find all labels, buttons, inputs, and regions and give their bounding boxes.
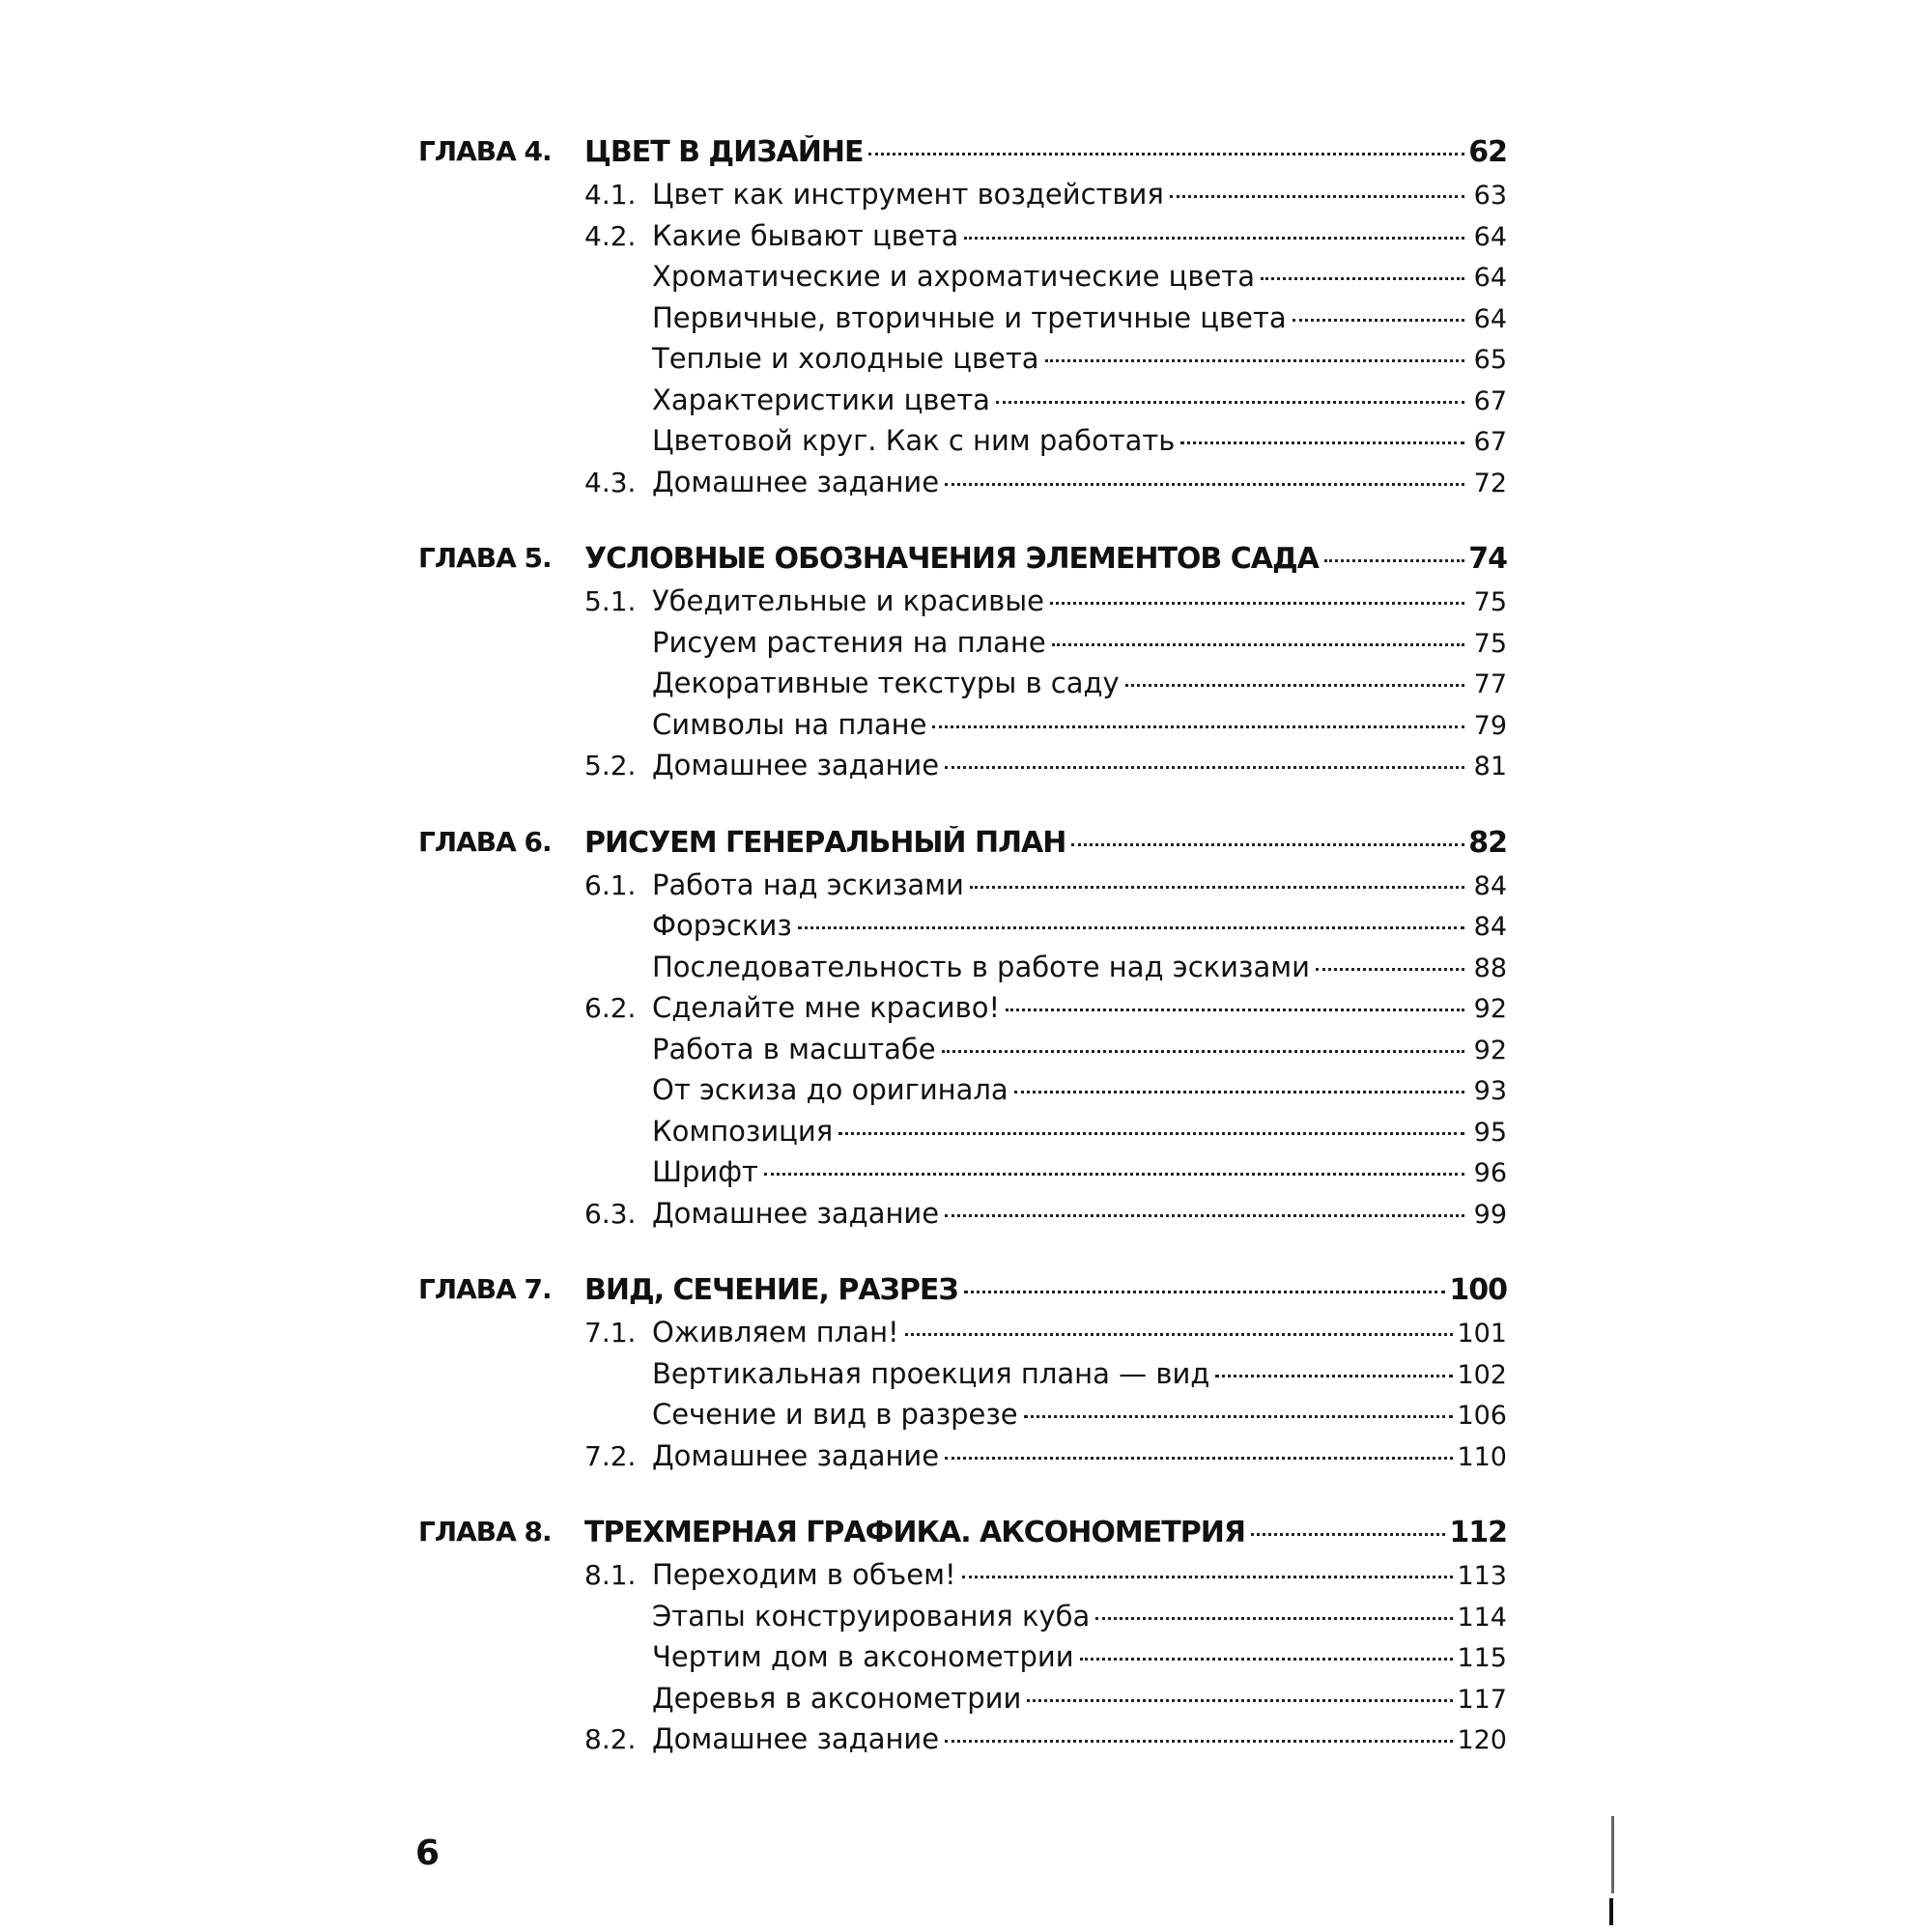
section-title: Домашнее задание — [652, 1722, 940, 1755]
section-page: 120 — [1457, 1725, 1507, 1755]
section-page: 79 — [1473, 710, 1507, 741]
section-row[interactable] — [425, 868, 1507, 910]
section-title: Домашнее задание — [652, 1438, 940, 1472]
section-title-wrap — [652, 1316, 1507, 1349]
chapter-heading-row[interactable] — [418, 1516, 1507, 1558]
dot-leader — [945, 1739, 1453, 1743]
section-page: 113 — [1457, 1561, 1507, 1591]
section-page: 99 — [1473, 1199, 1507, 1230]
chapter-title-wrap — [584, 542, 1507, 576]
section-title: Форэскиз — [652, 909, 792, 942]
dot-leader — [1045, 358, 1464, 362]
section-title: Характеристики цвета — [652, 383, 990, 416]
chapter-page: 74 — [1468, 542, 1507, 576]
subsection-row[interactable] — [425, 1640, 1507, 1682]
section-page: 106 — [1457, 1401, 1507, 1431]
chapter-label: ГЛАВА 7. — [418, 1273, 552, 1305]
dot-leader — [838, 1131, 1464, 1135]
dot-leader — [970, 885, 1464, 889]
subsection-row[interactable] — [425, 301, 1507, 343]
section-title-wrap — [652, 466, 1507, 498]
section-number: 4.1. — [584, 179, 637, 211]
section-row[interactable] — [425, 178, 1507, 219]
chapter-heading-row[interactable] — [418, 135, 1507, 178]
chapter-title-wrap — [584, 826, 1507, 860]
section-title: Работа в масштабе — [652, 1032, 936, 1065]
section-page: 101 — [1457, 1319, 1507, 1349]
dot-leader — [1071, 842, 1464, 846]
dot-leader — [1261, 276, 1464, 280]
section-page: 114 — [1457, 1602, 1507, 1633]
section-number: 6.1. — [584, 868, 637, 901]
section-row[interactable] — [425, 1439, 1507, 1481]
section-title: Домашнее задание — [652, 1196, 940, 1230]
dot-leader — [868, 152, 1464, 156]
section-number: 8.2. — [584, 1723, 637, 1755]
section-number: 5.1. — [584, 585, 637, 617]
dot-leader — [945, 1456, 1453, 1460]
section-page: 84 — [1473, 912, 1507, 942]
dot-leader — [798, 925, 1464, 929]
section-page: 67 — [1473, 385, 1507, 416]
subsection-row[interactable] — [425, 1600, 1507, 1641]
subsection-row[interactable] — [425, 626, 1507, 668]
subsection-row[interactable] — [425, 951, 1507, 992]
section-page: 72 — [1473, 468, 1507, 498]
section-title-wrap — [652, 1558, 1507, 1591]
section-page: 117 — [1457, 1684, 1507, 1715]
chapter-page: 100 — [1449, 1273, 1507, 1307]
subsection-row[interactable] — [425, 384, 1507, 425]
section-title-wrap — [652, 1722, 1507, 1755]
section-title-wrap — [652, 1398, 1507, 1431]
dot-leader — [1293, 318, 1464, 322]
section-title-wrap — [652, 909, 1507, 942]
dot-leader — [932, 724, 1464, 728]
chapter-heading-row[interactable] — [418, 1273, 1507, 1316]
dot-leader — [964, 1290, 1446, 1293]
section-page: 92 — [1473, 994, 1507, 1024]
section-page: 64 — [1473, 221, 1507, 252]
section-title: Оживляем план! — [652, 1316, 899, 1349]
section-title-wrap — [652, 260, 1507, 293]
section-title: Какие бывают цвета — [652, 218, 959, 252]
chapter-title: УСЛОВНЫЕ ОБОЗНАЧЕНИЯ ЭЛЕМЕНТОВ САДА — [584, 542, 1319, 576]
chapter-label: ГЛАВА 5. — [418, 542, 552, 574]
dot-leader — [1251, 1532, 1445, 1536]
dot-leader — [1316, 967, 1464, 971]
chapter-label: ГЛАВА 6. — [418, 825, 552, 858]
toc-chapter — [418, 825, 1507, 1238]
dot-leader — [945, 765, 1464, 769]
section-title: Переходим в объем! — [652, 1558, 956, 1591]
section-title: Теплые и холодные цвета — [652, 342, 1039, 375]
section-title: Декоративные текстуры в саду — [652, 667, 1120, 699]
section-page: 65 — [1473, 345, 1507, 375]
dot-leader — [945, 1213, 1464, 1217]
section-title: Цвет как инструмент воздействия — [652, 178, 1164, 211]
dot-leader — [1014, 1090, 1464, 1094]
section-title-wrap — [652, 1033, 1507, 1065]
section-title: Рисуем растения на плане — [652, 625, 1046, 659]
subsection-row[interactable] — [425, 260, 1507, 301]
subsection-row[interactable] — [425, 1115, 1507, 1156]
section-number: 7.1. — [584, 1317, 637, 1349]
subsection-row[interactable] — [425, 1357, 1507, 1399]
section-title-wrap — [652, 626, 1507, 659]
section-title: Последовательность в работе над эскизами — [652, 950, 1310, 983]
section-title: Сделайте мне красиво! — [652, 991, 1001, 1024]
section-title: Этапы конструирования куба — [652, 1599, 1091, 1633]
section-title-wrap — [652, 749, 1507, 781]
section-title: Цветовой круг. Как с ним работать — [652, 424, 1176, 457]
toc-chapter — [418, 1273, 1507, 1480]
section-title-wrap — [652, 301, 1507, 334]
section-page: 115 — [1457, 1643, 1507, 1673]
toc-chapter — [418, 1516, 1507, 1764]
dot-leader — [1024, 1414, 1454, 1418]
section-page: 102 — [1457, 1359, 1507, 1390]
chapter-title: ВИД, СЕЧЕНИЕ, РАЗРЕЗ — [584, 1273, 958, 1307]
section-title-wrap — [652, 342, 1507, 375]
section-title: Хроматические и ахроматические цвета — [652, 260, 1255, 293]
dot-leader — [996, 400, 1464, 404]
section-title-wrap — [652, 1197, 1507, 1230]
page-edge-mark — [1609, 1898, 1613, 1925]
dot-leader — [1215, 1374, 1453, 1378]
section-row[interactable] — [425, 219, 1507, 261]
section-page: 93 — [1473, 1076, 1507, 1106]
section-title: Чертим дом в аксонометрии — [652, 1640, 1074, 1673]
chapter-page: 82 — [1468, 825, 1507, 860]
section-title-wrap — [652, 667, 1507, 699]
chapter-title-wrap — [584, 1273, 1507, 1307]
chapter-page: 62 — [1468, 135, 1507, 169]
section-title-wrap — [652, 384, 1507, 416]
toc-chapter — [418, 542, 1507, 790]
dot-leader — [1125, 683, 1464, 687]
subsection-row[interactable] — [425, 1155, 1507, 1197]
dot-leader — [1080, 1657, 1454, 1661]
section-title: Убедительные и красивые — [652, 584, 1044, 617]
section-title-wrap — [652, 708, 1507, 741]
section-title-wrap — [652, 868, 1507, 901]
chapter-title: ЦВЕТ В ДИЗАЙНЕ — [584, 135, 864, 169]
section-number: 7.2. — [584, 1439, 637, 1472]
section-row[interactable] — [425, 1197, 1507, 1238]
dot-leader — [1052, 642, 1464, 646]
subsection-row[interactable] — [425, 708, 1507, 750]
chapter-heading-row[interactable] — [418, 825, 1507, 868]
section-title-wrap — [652, 1357, 1507, 1390]
subsection-row[interactable] — [425, 667, 1507, 708]
section-title: Сечение и вид в разрезе — [652, 1398, 1018, 1431]
section-title: Домашнее задание — [652, 749, 940, 781]
section-title: Первичные, вторичные и третичные цвета — [652, 300, 1287, 334]
section-page: 75 — [1473, 628, 1507, 659]
section-page: 64 — [1473, 303, 1507, 334]
dot-leader — [1170, 194, 1464, 198]
chapter-title-wrap — [584, 135, 1507, 169]
chapter-title: ТРЕХМЕРНАЯ ГРАФИКА. АКСОНОМЕТРИЯ — [584, 1516, 1245, 1549]
section-number: 6.3. — [584, 1197, 637, 1230]
section-page: 63 — [1473, 181, 1507, 211]
section-title: Работа над эскизами — [652, 867, 964, 901]
section-page: 95 — [1473, 1117, 1507, 1148]
section-title-wrap — [652, 1682, 1507, 1715]
section-row[interactable] — [425, 749, 1507, 790]
section-number: 5.2. — [584, 750, 637, 781]
dot-leader — [942, 1049, 1464, 1053]
dot-leader — [945, 482, 1464, 486]
section-page: 75 — [1473, 587, 1507, 617]
subsection-row[interactable] — [425, 1682, 1507, 1723]
section-page: 77 — [1473, 669, 1507, 699]
section-number: 4.2. — [584, 219, 637, 252]
dot-leader — [764, 1172, 1464, 1176]
section-page: 67 — [1473, 427, 1507, 457]
section-page: 88 — [1473, 952, 1507, 983]
dot-leader — [1027, 1698, 1453, 1702]
dot-leader — [1006, 1008, 1464, 1011]
section-title-wrap — [652, 1640, 1507, 1673]
section-row[interactable] — [425, 1722, 1507, 1764]
subsection-row[interactable] — [425, 424, 1507, 466]
section-number: 8.1. — [584, 1559, 637, 1591]
section-row[interactable] — [425, 1316, 1507, 1357]
page-number: 6 — [415, 1833, 440, 1873]
chapter-label: ГЛАВА 8. — [418, 1516, 552, 1548]
section-title: Домашнее задание — [652, 465, 940, 498]
section-title-wrap — [652, 424, 1507, 457]
section-page: 81 — [1473, 752, 1507, 781]
section-title-wrap — [652, 1073, 1507, 1106]
page-edge-mark — [1611, 1816, 1614, 1893]
section-title: Деревья в аксонометрии — [652, 1681, 1022, 1715]
section-title-wrap — [652, 1155, 1507, 1188]
section-page: 84 — [1473, 870, 1507, 901]
section-row[interactable] — [425, 584, 1507, 626]
chapter-page: 112 — [1449, 1516, 1507, 1549]
dot-leader — [1050, 601, 1464, 605]
section-title-wrap — [652, 951, 1507, 983]
subsection-row[interactable] — [425, 1398, 1507, 1439]
section-title-wrap — [652, 178, 1507, 211]
section-title: Символы на плане — [652, 707, 927, 741]
section-title-wrap — [652, 1115, 1507, 1148]
dot-leader — [1180, 440, 1464, 444]
section-title-wrap — [652, 991, 1507, 1024]
subsection-row[interactable] — [425, 1073, 1507, 1115]
table-of-contents — [418, 135, 1507, 1800]
section-row[interactable] — [425, 1558, 1507, 1600]
toc-chapter — [418, 135, 1507, 506]
dot-leader — [1095, 1616, 1453, 1620]
dot-leader — [905, 1332, 1454, 1336]
section-title: От эскиза до оригинала — [652, 1073, 1009, 1106]
subsection-row[interactable] — [425, 1033, 1507, 1074]
section-title-wrap — [652, 1439, 1507, 1472]
section-title: Композиция — [652, 1114, 834, 1148]
section-title-wrap — [652, 1600, 1507, 1633]
chapter-label: ГЛАВА 4. — [418, 135, 552, 167]
subsection-row[interactable] — [425, 909, 1507, 951]
dot-leader — [964, 236, 1464, 240]
subsection-row[interactable] — [425, 342, 1507, 384]
section-number: 6.2. — [584, 992, 637, 1024]
section-number: 4.3. — [584, 466, 637, 498]
section-page: 110 — [1457, 1441, 1507, 1472]
section-page: 92 — [1473, 1035, 1507, 1065]
chapter-heading-row[interactable] — [418, 542, 1507, 584]
section-page: 96 — [1473, 1158, 1507, 1188]
section-row[interactable] — [425, 991, 1507, 1033]
dot-leader — [1324, 558, 1464, 562]
section-title-wrap — [652, 584, 1507, 617]
section-page: 64 — [1473, 263, 1507, 293]
dot-leader — [962, 1575, 1454, 1578]
chapter-title-wrap — [584, 1516, 1507, 1549]
chapter-title: РИСУЕМ ГЕНЕРАЛЬНЫЙ ПЛАН — [584, 825, 1066, 860]
section-title: Вертикальная проекция плана — вид — [652, 1356, 1210, 1390]
section-title: Шрифт — [652, 1155, 758, 1188]
section-row[interactable] — [425, 466, 1507, 507]
section-title-wrap — [652, 219, 1507, 252]
